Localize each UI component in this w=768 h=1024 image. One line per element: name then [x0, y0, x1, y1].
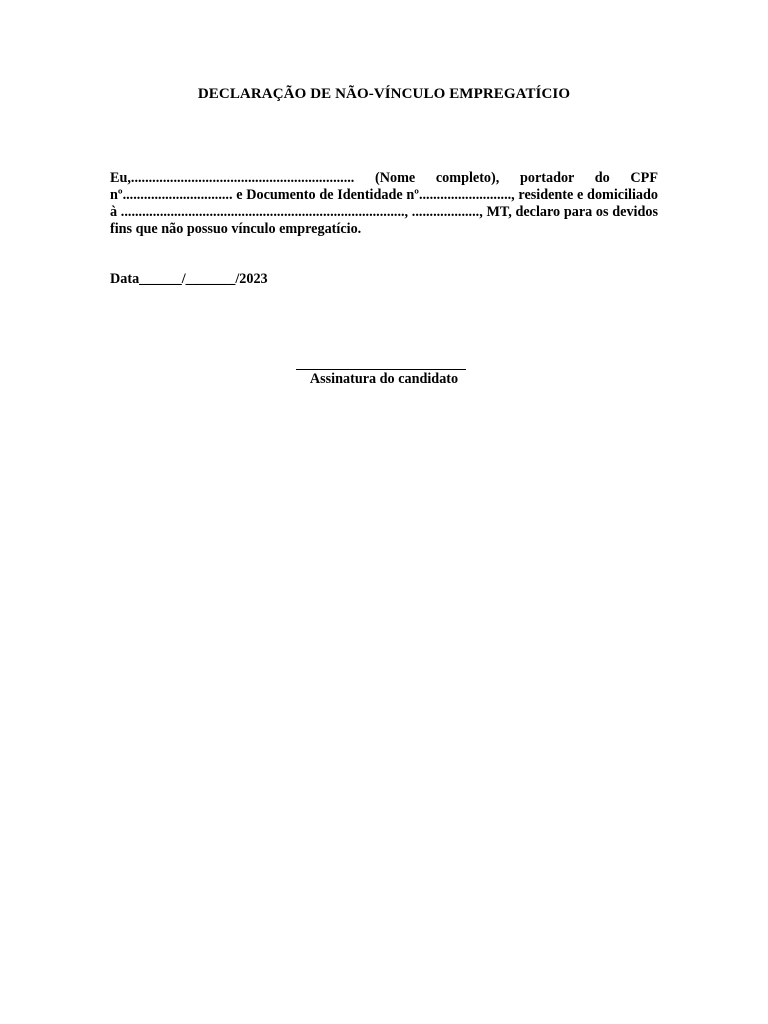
date-line: Data______/_______/2023: [110, 271, 268, 287]
declaration-paragraph: Eu,............................................................... (Nome completo), portador do CPF nº............................... e Documento de Identidade nº.........................., residente e domiciliado à ................................................................................, ..................., MT, declaro para os devidos fins que não possuo vínculo empregatício.: [110, 170, 658, 237]
signature-label: Assinatura do candidato: [309, 371, 459, 387]
signature-line: [296, 352, 466, 370]
document-title: DECLARAÇÃO DE NÃO-VÍNCULO EMPREGATÍCIO: [197, 86, 571, 102]
